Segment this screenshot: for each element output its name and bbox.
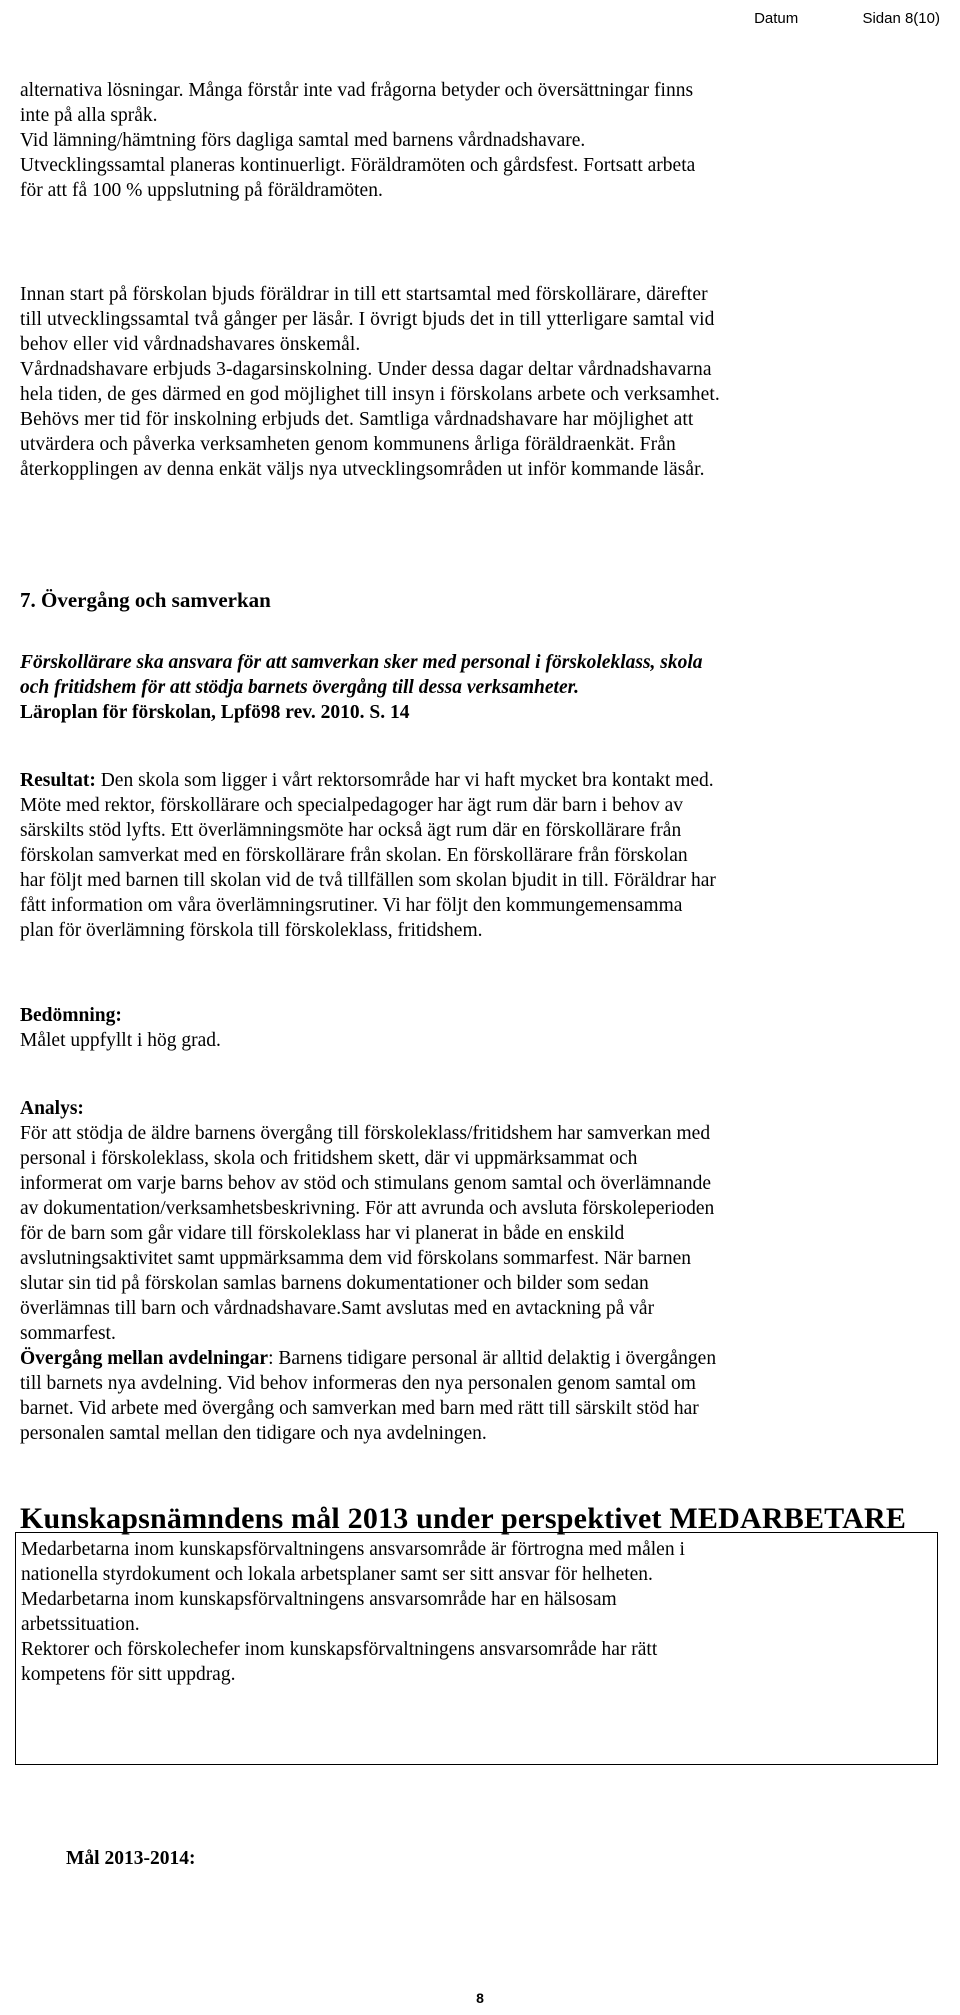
assessment-block: [20, 1003, 935, 1053]
text-line: särskilts stöd lyfts. Ett överlämningsmöte har också ägt rum där en förskollärare från: [20, 820, 682, 841]
page-number: 8: [476, 1990, 484, 2006]
assessment-label: Bedömning:: [20, 1005, 122, 1026]
text-line: Innan start på förskolan bjuds föräldrar in till ett startsamtal med förskollärare, därefter: [20, 284, 708, 305]
text-line: till utvecklingssamtal två gånger per läsår. I övrigt bjuds det in till ytterligare samtal vid: [20, 309, 715, 330]
header-date: Datum: [754, 10, 799, 27]
page-header: [754, 10, 940, 27]
text-line: arbetssituation.: [21, 1614, 140, 1635]
text-line: av dokumentation/verksamhetsbeskrivning. För att avrunda och avsluta förskoleperioden: [20, 1198, 715, 1219]
goal-line: Förskollärare ska ansvara för att samverkan sker med personal i förskoleklass, skola: [20, 652, 703, 673]
text-line: behov eller vid vårdnadshavares önskemål.: [20, 334, 361, 355]
text-line: inte på alla språk.: [20, 105, 158, 126]
goals-label: Mål 2013-2014:: [66, 1848, 196, 1869]
text-line: Utvecklingssamtal planeras kontinuerligt. Föräldramöten och gårdsfest. Fortsatt arbeta: [20, 155, 696, 176]
result-label: Resultat:: [20, 770, 96, 791]
text-line: Vid lämning/hämtning förs dagliga samtal med barnens vårdnadshavare.: [20, 130, 586, 151]
result-paragraph: [20, 768, 935, 943]
text-line: informerat om varje barns behov av stöd och stimulans genom samtal och överlämnande: [20, 1173, 711, 1194]
text-line: sommarfest.: [20, 1323, 116, 1344]
text-line: plan för överlämning förskola till förskoleklass, fritidshem.: [20, 920, 483, 941]
text-line: för de barn som går vidare till förskoleklass har vi planerat in både en enskild: [20, 1223, 625, 1244]
text-line: slutar sin tid på förskolan samlas barnens dokumentationer och bilder som sedan: [20, 1273, 649, 1294]
text-line: hela tiden, de ges därmed en god möjlighet till insyn i förskolans arbete och verksamhet.: [20, 384, 720, 405]
text-line: Rektorer och förskolechefer inom kunskapsförvaltningens ansvarsområde har rätt: [21, 1639, 658, 1660]
assessment-text: Målet uppfyllt i hög grad.: [20, 1030, 221, 1051]
medarbetare-title: Kunskapsnämndens mål 2013 under perspektivet MEDARBETARE: [20, 1502, 907, 1535]
curriculum-source: Läroplan för förskolan, Lpfö98 rev. 2010. S. 14: [20, 702, 410, 723]
text-line: Vårdnadshavare erbjuds 3-dagarsinskolning. Under dessa dagar deltar vårdnadshavarna: [20, 359, 712, 380]
text-line: För att stödja de äldre barnens övergång till förskoleklass/fritidshem har samverkan med: [20, 1123, 711, 1144]
text-line: förskolan samverkat med en förskollärare från skolan. En förskollärare från förskolan: [20, 845, 688, 866]
text-line: Möte med rektor, förskollärare och specialpedagoger har ägt rum där barn i behov av: [20, 795, 684, 816]
text-line: fått information om våra överlämningsrutiner. Vi har följt den kommungemensamma: [20, 895, 683, 916]
text-line: har följt med barnen till skolan vid de två tillfällen som skolan bjudit in till. Föräldrar har: [20, 870, 716, 891]
text-line: Medarbetarna inom kunskapsförvaltningens ansvarsområde är förtrogna med målen i: [21, 1539, 685, 1560]
curriculum-goal: [20, 650, 935, 725]
startsamtal-paragraph: [20, 282, 935, 482]
text-line: kompetens för sitt uppdrag.: [21, 1664, 236, 1685]
medarbetare-text: [21, 1537, 926, 1687]
text-line: personalen samtal mellan den tidigare och nya avdelningen.: [20, 1423, 487, 1444]
analysis-label: Analys:: [20, 1098, 84, 1119]
transition-label: Övergång mellan avdelningar: [20, 1348, 269, 1369]
text-line: nationella styrdokument och lokala arbetsplaner samt ser sitt ansvar för helheten.: [21, 1564, 653, 1585]
text-line: utvärdera och påverka verksamheten genom kommunens årliga föräldraenkät. Från: [20, 434, 676, 455]
text-line: överlämnas till barn och vårdnadshavare.Samt avslutas med en avtackning på vår: [20, 1298, 655, 1319]
text-line: avslutningsaktivitet samt uppmärksamma dem vid förskolans sommarfest. När barnen: [20, 1248, 691, 1269]
section-heading: 7. Övergång och samverkan: [20, 588, 271, 612]
text-line: till barnets nya avdelning. Vid behov informeras den nya personalen genom samtal om: [20, 1373, 696, 1394]
intro-paragraph: [20, 78, 935, 203]
header-page: Sidan 8(10): [862, 10, 940, 27]
text-line: : Barnens tidigare personal är alltid delaktig i övergången: [268, 1348, 717, 1369]
goal-line: och fritidshem för att stödja barnets övergång till dessa verksamheter.: [20, 677, 580, 698]
text-line: återkopplingen av denna enkät väljs nya utvecklingsområden ut inför kommande läsår.: [20, 459, 705, 480]
text-line: alternativa lösningar. Många förstår inte vad frågorna betyder och översättningar finns: [20, 80, 694, 101]
text-line: barnet. Vid arbete med övergång och samverkan med barn med rätt till särskilt stöd har: [20, 1398, 699, 1419]
text-line: Den skola som ligger i vårt rektorsområde har vi haft mycket bra kontakt med.: [95, 770, 714, 791]
text-line: för att få 100 % uppslutning på föräldramöten.: [20, 180, 383, 201]
text-line: Behövs mer tid för inskolning erbjuds det. Samtliga vårdnadshavare har möjlighet att: [20, 409, 694, 430]
text-line: Medarbetarna inom kunskapsförvaltningens ansvarsområde har en hälsosam: [21, 1589, 617, 1610]
medarbetare-box: [15, 1532, 938, 1765]
analysis-block: [20, 1096, 935, 1446]
text-line: personal i förskoleklass, skola och fritidshem skett, där vi uppmärksammat och: [20, 1148, 638, 1169]
